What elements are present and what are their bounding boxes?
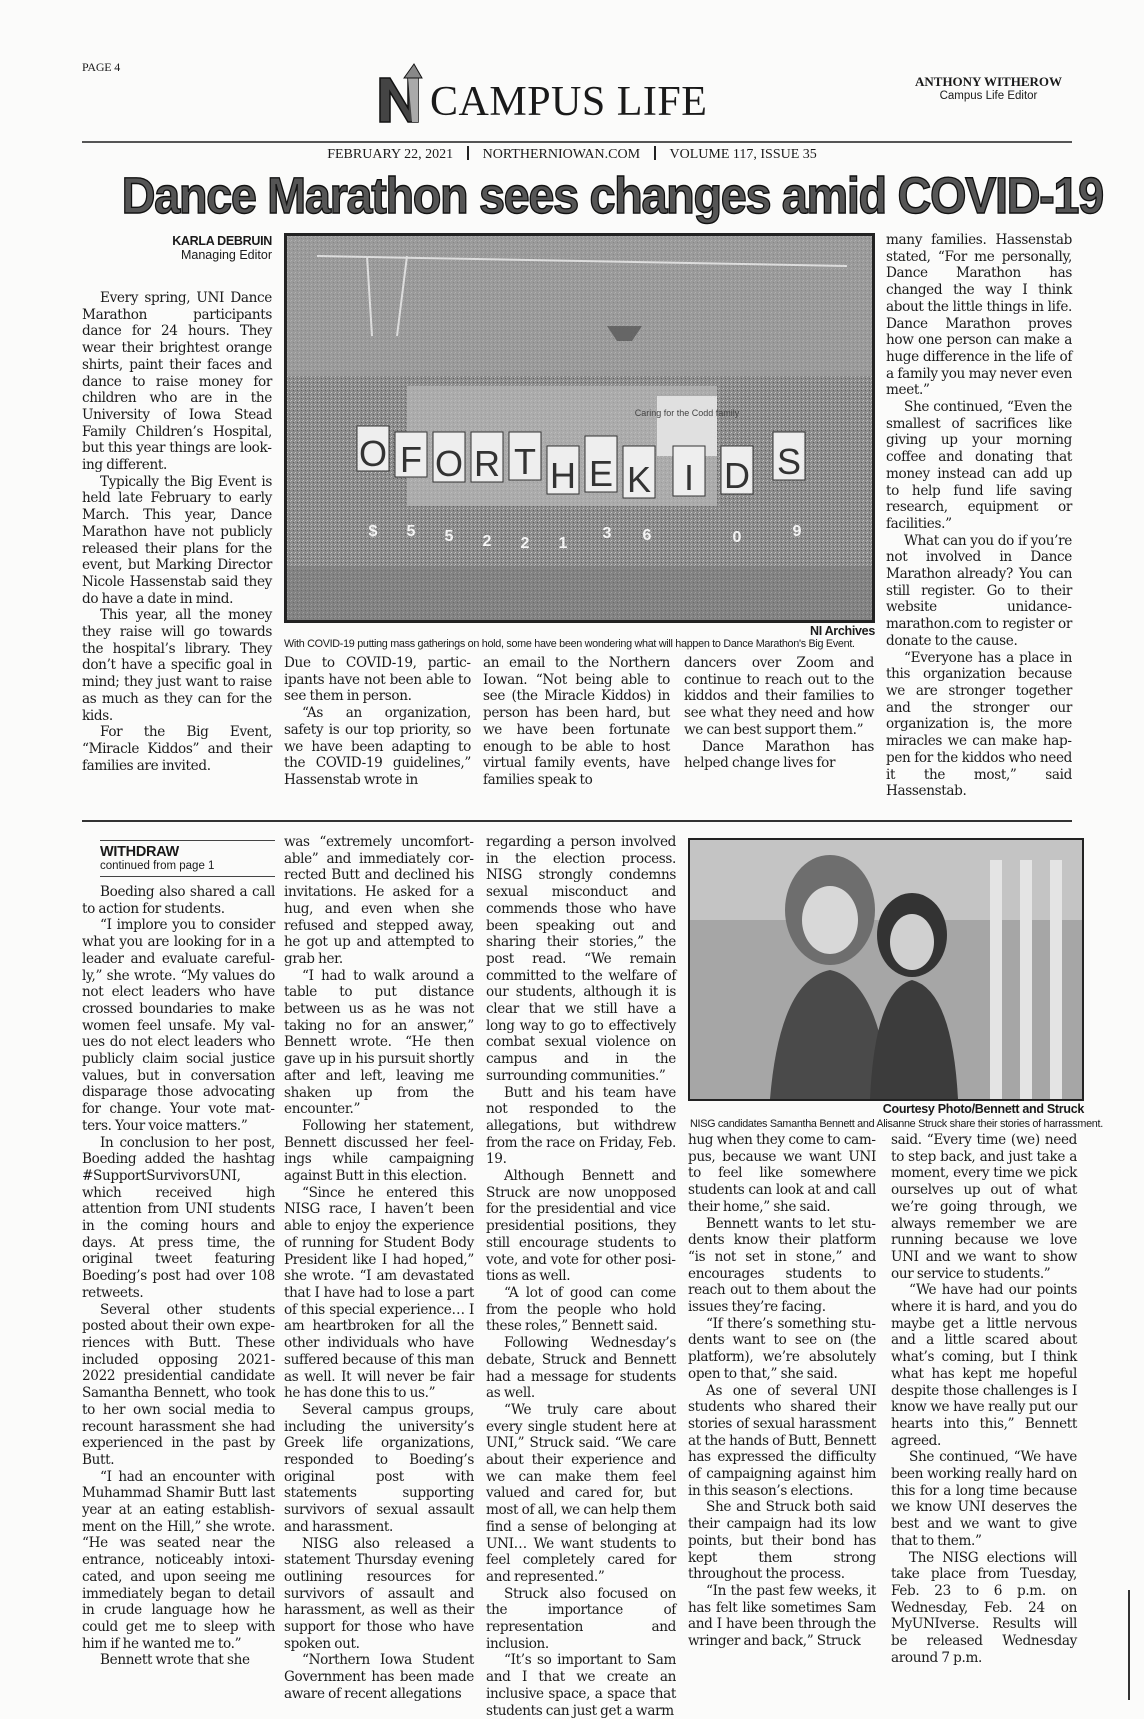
bennett-and-struck-photo	[690, 840, 1082, 1099]
page-edge-mark	[1128, 1590, 1130, 1700]
paragraph: Boeding also shared a call to action for students.	[82, 884, 275, 917]
page-number: PAGE 4	[82, 60, 121, 74]
paragraph: For the Big Event, “Miracle Kiddos” and their families are invited.	[82, 724, 272, 774]
paragraph: The NISG elections will take place from Tuesday, Feb. 23 to 6 p.m. on Wednesday, Feb. 24 on MyUNIverse. Results will be released Wednesday around 7 p.m.	[891, 1549, 1077, 1666]
lead-headline: Dance Marathon sees changes amid COVID-19	[121, 167, 1103, 224]
lead-column-3	[483, 655, 670, 789]
paragraph: “Northern Iowa Student Government has been made aware of recent allegations	[284, 1652, 474, 1702]
paragraph: She continued, “Even the smallest of sacrifices like giving up your morning coffee and donating that money instead can add up to help fund life saving research, equipment or facilities.”	[886, 399, 1072, 532]
shirt-number: 5	[406, 523, 416, 540]
section-title: CAMPUS LIFE	[430, 79, 708, 125]
editor-role: Campus Life Editor	[939, 90, 1038, 102]
sign-letter: T	[514, 441, 536, 482]
jump-header	[100, 840, 275, 877]
paragraph: This year, all the money they raise will go towards the hospital’s library. They don’t have a specific goal in mind; they just want to raise as much as they can for the kids.	[82, 607, 272, 724]
story-kicker: WITHDRAW	[100, 844, 179, 860]
shirt-number: 0	[732, 529, 742, 546]
lead-photo	[284, 233, 875, 623]
paragraph: “I had to walk around a table to put distance between us as he was not taking no for an answer,” Bennett wrote. “He then gave up in his pursuit shortly after and left, leaving me shaken up from the encounter.”	[284, 967, 474, 1118]
issue-date: FEBRUARY 22, 2021	[327, 147, 454, 162]
dateline	[0, 146, 1144, 163]
website-link[interactable]: NORTHERNIOWAN.COM	[482, 147, 641, 162]
photo-caption: NISG candidates Samantha Bennett and Alisanne Struck share their stories of harrassment.	[690, 1118, 1103, 1130]
shirt-number: 6	[642, 527, 652, 544]
paragraph: Several campus groups, including the university’s Greek life organizations, responded to Boeding’s original post with statements supporting survivors of sexual assault and harassment.	[284, 1401, 474, 1535]
sign-letter: S	[776, 441, 802, 482]
paragraph: Following her statement, Bennett discussed her feelings while campaigning against Butt in this election.	[284, 1117, 474, 1185]
photo-credit: NI Archives	[809, 624, 875, 638]
paragraph: “We truly care about every single student here at UNI,” Struck said. “We care about their experience and we can make them feel valued and cared for, but most of all, we can help them find a sense of belonging at UNI… We want students to feel completely cared for and represented.”	[486, 1401, 676, 1585]
sign-letter: F	[400, 439, 422, 480]
sign-letter: O	[358, 433, 388, 474]
withdraw-column-1	[82, 884, 275, 1669]
withdraw-column-5	[891, 1132, 1077, 1667]
withdraw-column-4	[688, 1132, 876, 1650]
sign-letter: H	[550, 455, 576, 496]
paragraph: regarding a person involved in the election process. NISG strongly condemns sexual misconduct and commends those who have been speaking out and sharing their stories,” the post read. “We remain committed to the welfare of our students, although it is clear that we still have a long way to go to effectively combat sexual violence on campus and in the surrounding communities.”	[486, 834, 676, 1084]
shirt-number: 2	[520, 535, 530, 552]
shirt-number: 3	[602, 525, 612, 542]
continued-label: continued from page 1	[100, 860, 215, 872]
paragraph: NISG also released a statement Thursday evening outlining resources for survivors of assault and harassment, as well as their support for those who have spoken out.	[284, 1535, 474, 1652]
shirt-number: 1	[558, 535, 568, 552]
lead-column-4	[684, 655, 874, 772]
paragraph: Several other students posted about their own experiences with Butt. These included opposing 2021-2022 presidential candidate Samantha Bennett, who took to her own social media to recount harassment she had experienced in the past by Butt.	[82, 1301, 275, 1468]
shirt-number: 2	[482, 533, 492, 550]
editor-name: ANTHONY WITHEROW	[915, 74, 1062, 89]
shirt-number: 5	[444, 528, 454, 545]
dance-marathon-stage-photo	[287, 236, 872, 620]
rule	[100, 840, 275, 841]
paragraph: hug when they come to campus, because we want UNI to feel like somewhere students can look at and call their home,” she said.	[688, 1132, 876, 1215]
paragraph: “Everyone has a place in this organization because we are stronger together and the stronger our organization is, the more miracles we can make happen for the kiddos who need it the most,” said Hassenstab.	[886, 649, 1072, 800]
paragraph: Dance Marathon has helped change lives for	[684, 738, 874, 772]
northern-iowan-logo-icon	[378, 64, 424, 124]
paragraph: What can you do if you’re not involved in Dance Marathon already? You can still register. Go to their website unidancemarathon.com to register or donate to the cause.	[886, 532, 1072, 649]
lead-column-1	[82, 290, 272, 774]
paragraph: Bennett wrote that she	[100, 1652, 250, 1669]
photo-credit: Courtesy Photo/Bennett and Struck	[882, 1102, 1084, 1116]
paragraph: “I had an encounter with Muhammad Shamir Butt last year at an eating establishment on the Hill,” she wrote. “He was seated near the entrance, noticeably intoxicated, and upon seeing me immediately began to detail in crude language how he could get me to sleep with him if he wanted me to.”	[82, 1468, 275, 1652]
lead-byline	[82, 234, 272, 262]
dateline-separator	[654, 146, 656, 160]
author-name: KARLA DEBRUIN	[172, 234, 272, 248]
header-divider	[82, 141, 1072, 143]
paragraph: Although Bennett and Struck are now unopposed for the presidential and vice presidential positions, they still encourage students to vote, and vote for other positions as well.	[486, 1168, 676, 1285]
paragraph: She continued, “We have been working really hard on this for a long time because we know UNI deserves the best and we want to give that to them.”	[891, 1449, 1077, 1549]
paragraph: In conclusion to her post, Boeding added the hashtag #SupportSurvivorsUNI, which received high attention from UNI students in the coming hours and days. At press time, the original tweet featuring Boeding’s post had over 108 retweets.	[82, 1134, 275, 1301]
paragraph: “In the past few weeks, it has felt like sometimes Sam and I have been through the wringer and back,” Struck	[688, 1582, 876, 1650]
paragraph: “It’s so important to Sam and I that we create an inclusive space, a space that students can just get a warm	[486, 1652, 676, 1719]
paragraph: an email to the Northern Iowan. “Not being able to see (the Miracle Kiddos) in person has been hard, but we have been fortunate enough to be able to host virtual family events, have families speak to	[483, 655, 670, 788]
withdraw-column-2	[284, 834, 474, 1703]
story-divider	[82, 820, 1072, 822]
paragraph: Following Wednesday’s debate, Struck and Bennett had a message for students as well.	[486, 1335, 676, 1402]
paragraph: As one of several UNI students who shared their stories of sexual harassment at the hands of Butt, Bennett has expressed the difficulty of campaigning against him in this season’s elections.	[688, 1382, 876, 1499]
sign-letter: K	[626, 459, 652, 500]
paragraph: Due to COVID-19, participants have not been able to see them in person.	[284, 655, 471, 705]
paragraph: “As an organization, safety is our top priority, so we have been adapting to the COVID-19 guidelines,” Hassenstab wrote in	[284, 705, 471, 788]
section-editor	[915, 74, 1062, 102]
paragraph: She and Struck both said their campaign had its low points, but their bond has kept them strong throughout the process.	[688, 1499, 876, 1583]
paragraph: Typically the Big Event is held late February to early March. This year, Dance Marathon have not publicly released their plans for the event, but Marking Director Nicole Hassenstab said they do have a date in mind.	[82, 473, 272, 607]
paragraph: said. “Every time (we) need to step back, and just take a moment, every time we pick ourselves up out of what we’re going through, we always remember we are running because we love UNI and we want to show our service to students.”	[891, 1132, 1077, 1282]
sign-letter: O	[434, 443, 464, 484]
section-masthead	[378, 56, 778, 128]
paragraph: “If there’s something students want to see on (the platform), we’re absolutely open to that,” she said.	[688, 1315, 876, 1382]
lead-column-5	[886, 232, 1072, 800]
shirt-number: 9	[792, 523, 802, 540]
sign-letter: I	[683, 457, 695, 498]
banner-text: Caring for the Codd family	[634, 408, 740, 418]
paragraph: “I implore you to consider what you are looking for in a leader and evaluate carefully,” she wrote. “My values do not elect leaders who have crossed boundaries to make women feel unsafe. My values do not elect leaders who publicly claim social justice values, but in conversation disparage those advocating for change. Your vote matters. Your voice matters.”	[82, 917, 275, 1134]
dateline-separator	[467, 146, 469, 160]
shirt-number: $	[368, 523, 378, 540]
sign-letter: E	[588, 453, 614, 494]
paragraph: Struck also focused on the importance of representation and inclusion.	[486, 1585, 676, 1652]
photo-caption: With COVID-19 putting mass gatherings on hold, some have been wondering what will happen to Dance Marathon's Big Event.	[284, 638, 855, 650]
paragraph: many families. Hassenstab stated, “For me personally, Dance Marathon has changed the way I think about the little things in life. Dance Marathon proves how one person can make a huge difference in the life of a family you may never even meet.”	[886, 232, 1072, 399]
paragraph: “We have had our points where it is hard, and you do maybe get a little nervous and a little scared about what’s coming, but I think what has kept me hopeful despite those challenges is I know we have really put our hearts into this,” Bennett agreed.	[891, 1282, 1077, 1449]
paragraph: dancers over Zoom and continue to reach out to the kiddos and their families to see what they need and how we can best support them.”	[684, 655, 874, 738]
sign-letter: D	[724, 455, 750, 496]
author-role: Managing Editor	[180, 248, 272, 262]
paragraph: “A lot of good can come from the people who hold these roles,” Bennett said.	[486, 1284, 676, 1335]
paragraph: Every spring, UNI Dance Marathon participants dance for 24 hours. They wear their brightest orange shirts, paint their faces and dance to raise money for children who are in the University of Iowa Stead Family Children’s Hospital, but this year things are looking different.	[82, 290, 272, 474]
paragraph: Butt and his team have not responded to the allegations, but withdrew from the race on Friday, Feb. 19.	[486, 1084, 676, 1168]
candidates-photo	[688, 838, 1084, 1101]
lead-column-2	[284, 655, 471, 789]
sign-letter: R	[474, 443, 500, 484]
rule	[100, 876, 275, 877]
withdraw-column-3	[486, 834, 676, 1719]
paragraph: Bennett wants to let students know their platform “is not set in stone,” and encourages students to reach out to them about the issues they’re facing.	[688, 1215, 876, 1316]
volume-issue: VOLUME 117, ISSUE 35	[669, 147, 817, 162]
paragraph: was “extremely uncomfortable” and immediately corrected Butt and declined his invitations. He asked for a hug, and even when she refused and stepped away, he got up and attempted to grab her.	[284, 834, 474, 967]
paragraph: “Since he entered this NISG race, I haven’t been able to enjoy the experience of running for Student Body President like I had hoped,” she wrote. “I am devastated that I have had to lose a part of this special experience… I am heartbroken for all the other individuals who have suffered because of this man as well. It will never be fair he has done this to us.”	[284, 1184, 474, 1402]
